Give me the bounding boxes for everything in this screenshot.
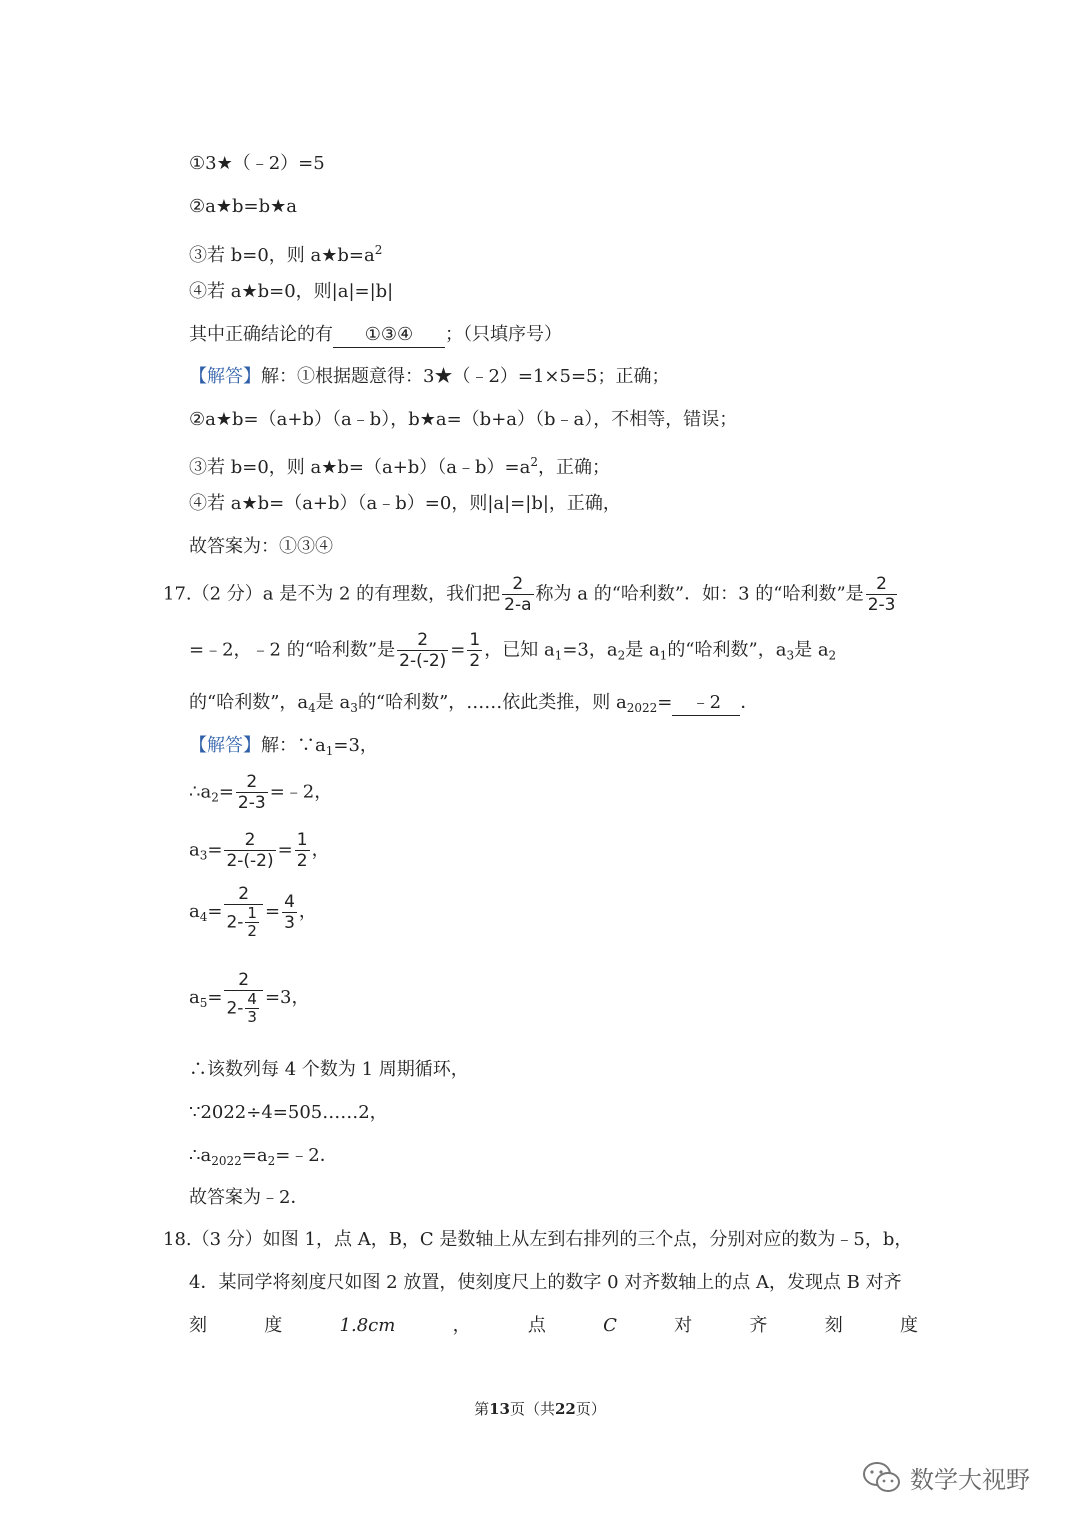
solution17-division: ∵2022÷4=505……2， xyxy=(189,1102,388,1123)
result-a: ∴a xyxy=(189,1145,212,1166)
q17-line2 xyxy=(189,630,836,671)
subscript: 1 xyxy=(554,648,563,663)
fraction-num: 1 xyxy=(296,830,308,850)
solution-tag: 【解答】 xyxy=(189,366,261,387)
q17-text-e: =3，a xyxy=(562,639,618,661)
page-total: 22 xyxy=(555,1400,576,1418)
q17-text-b: 称为 a 的“哈利数”．如：3 的“哈利数”是 xyxy=(535,583,864,605)
answer-blank: ①③④ xyxy=(333,323,445,348)
equals: = xyxy=(264,901,281,922)
a3-end: ， xyxy=(311,839,330,861)
fraction-4-over-3 xyxy=(282,892,297,933)
watermark-text: 数学大视野 xyxy=(910,1466,1030,1494)
solution16-line3 xyxy=(189,450,610,480)
fraction-num: 2 xyxy=(238,970,250,990)
answer-blank: ﹣2 xyxy=(672,691,740,716)
fraction-num: 2 xyxy=(246,772,258,792)
q18-word: 度 xyxy=(264,1315,283,1336)
question-prefix: 其中正确结论的有 xyxy=(189,324,333,345)
q17-text-k: 的“哈利数”，……依此类推，则 a xyxy=(357,692,627,713)
q17-line3 xyxy=(189,691,758,720)
fraction-num: 2 xyxy=(417,630,429,650)
solution17-line1 xyxy=(189,734,378,763)
q17-text-l: = xyxy=(657,692,673,713)
equals: = xyxy=(207,839,223,861)
fraction-den: 2-a xyxy=(504,595,532,615)
q17-text-end: ． xyxy=(740,692,759,713)
a4-label: a xyxy=(189,901,200,922)
fraction-num: 4 xyxy=(247,990,257,1008)
result-b: =a xyxy=(241,1145,268,1166)
q17-text-d: ，已知 a xyxy=(484,639,555,661)
fraction-den: 2-(-2) xyxy=(226,851,274,871)
fraction-num: 2 xyxy=(512,574,524,594)
q18-word: 刻 xyxy=(824,1315,843,1336)
fraction-den: 3 xyxy=(247,1008,257,1026)
fraction-1-over-2 xyxy=(467,630,482,671)
equals: = xyxy=(450,639,466,661)
result-c: =﹣2． xyxy=(275,1145,338,1166)
fraction-den: 2-3 xyxy=(237,793,266,813)
solution17-a3 xyxy=(189,830,330,871)
fraction-num: 2 xyxy=(876,574,887,594)
statement-1: ①3★（﹣2）=5 xyxy=(189,153,325,174)
solution16-answer: 故答案为：①③④ xyxy=(189,536,333,557)
statement-3 xyxy=(189,238,382,268)
den-prefix: 2- xyxy=(226,912,244,933)
inner-fraction xyxy=(245,991,259,1026)
q18-line3 xyxy=(189,1314,918,1338)
q18-word: C xyxy=(603,1315,617,1336)
q17-text-i: 的“哈利数”，a xyxy=(189,692,309,713)
q18-line2: 4．某同学将刻度尺如图 2 放置，使刻度尺上的数字 0 对齐数轴上的点 A，发现点 B 对齐 xyxy=(189,1272,902,1293)
subscript: 3 xyxy=(350,701,358,715)
solution17-a2 xyxy=(189,772,332,813)
a3-label: a xyxy=(189,839,200,861)
fraction-num: 4 xyxy=(284,891,295,912)
q18-word: ， xyxy=(452,1315,471,1336)
q17-text-f: 是 a xyxy=(625,639,660,661)
subscript: 2022 xyxy=(626,701,658,715)
statement-3-text: ③若 b=0，则 a★b=a xyxy=(189,245,375,266)
fraction-den: 2-(-2) xyxy=(399,651,447,671)
q18-word: 对 xyxy=(674,1315,693,1336)
subscript: 3 xyxy=(199,848,208,863)
fraction-den: 3 xyxy=(284,912,295,933)
statement-3-sup: 2 xyxy=(374,243,383,257)
q18-word: 点 xyxy=(527,1315,546,1336)
subscript: 4 xyxy=(199,910,208,924)
solution16-line3-sup: 2 xyxy=(530,455,539,469)
fraction-num: 2 xyxy=(244,830,256,850)
equals: = xyxy=(218,781,234,803)
fraction-den: 2 xyxy=(469,651,481,671)
complex-fraction xyxy=(224,970,263,1026)
a5-label: a xyxy=(189,987,200,1008)
q18-word: 度 xyxy=(899,1315,918,1336)
solution17-a5 xyxy=(189,970,310,1026)
complex-fraction xyxy=(224,884,263,940)
a2-label: ∴a xyxy=(189,781,212,803)
statement-4: ④若 a★b=0，则|a|=|b| xyxy=(189,281,394,302)
fraction-1-over-2 xyxy=(295,830,310,871)
solution17-answer: 故答案为﹣2． xyxy=(189,1187,309,1208)
fraction-num: 2 xyxy=(238,884,250,904)
subscript: 2022 xyxy=(211,1154,242,1168)
q17-text-h: 是 a xyxy=(794,639,829,661)
fraction-2-over-2-neg2 xyxy=(224,830,275,871)
a2-result: =﹣2， xyxy=(269,781,333,803)
q18-word: 1.8cm xyxy=(339,1315,396,1336)
q17-text-g: 的“哈利数”，a xyxy=(667,639,787,661)
subscript: 1 xyxy=(659,648,668,663)
fraction-den: 2 xyxy=(247,922,257,940)
fraction-den xyxy=(224,991,263,1026)
a4-end: ， xyxy=(298,901,317,922)
fraction-2-over-2-3 xyxy=(866,574,898,615)
fraction-den xyxy=(224,905,263,940)
fraction-2-over-2-neg2 xyxy=(397,630,448,671)
solution17-result xyxy=(189,1144,338,1173)
q17-text-c: =﹣2，﹣2 的“哈利数”是 xyxy=(189,639,396,661)
fraction-num: 1 xyxy=(247,904,257,922)
fraction-den: 2 xyxy=(296,851,308,871)
solution17-text1b: =3， xyxy=(333,735,378,756)
subscript: 2 xyxy=(267,1154,276,1168)
solution16-line2: ②a★b=（a+b）（a﹣b），b★a=（b+a）（b﹣a），不相等，错误； xyxy=(189,409,738,430)
solution17-text1: 解：∵a xyxy=(261,735,326,756)
solution16-line4: ④若 a★b=（a+b）（a﹣b）=0，则|a|=|b|，正确， xyxy=(189,493,621,514)
fraction-num: 1 xyxy=(469,630,481,650)
q17-text-a: 17.（2 分）a 是不为 2 的有理数，我们把 xyxy=(163,583,501,605)
subscript: 4 xyxy=(308,701,316,715)
watermark xyxy=(862,1460,1030,1495)
page-number: 13 xyxy=(489,1400,510,1418)
q18-word: 齐 xyxy=(749,1315,768,1336)
q18-word: 刻 xyxy=(189,1315,207,1336)
wechat-icon xyxy=(862,1461,902,1495)
subscript: 1 xyxy=(325,744,334,758)
footer-post: 页） xyxy=(575,1400,606,1418)
equals: = xyxy=(207,987,223,1008)
solution16-text1: 解：①根据题意得：3★（﹣2）=1×5=5；正确； xyxy=(261,366,670,387)
subscript: 2 xyxy=(617,648,626,663)
subscript: 2 xyxy=(211,790,219,805)
solution16-line3-b: ，正确； xyxy=(538,457,611,478)
q17-line1 xyxy=(163,574,899,615)
subscript: 3 xyxy=(786,648,795,663)
solution16-line1 xyxy=(189,365,670,389)
solution16-line3-a: ③若 b=0，则 a★b=（a+b）（a﹣b）=a xyxy=(189,457,531,478)
solution17-cycle: ∴该数列每 4 个数为 1 周期循环， xyxy=(189,1059,469,1080)
inner-fraction xyxy=(245,905,259,940)
footer-mid: 页（共 xyxy=(509,1400,555,1418)
subscript: 2 xyxy=(828,648,837,663)
equals: = xyxy=(277,839,293,861)
footer-pre: 第 xyxy=(474,1400,490,1418)
q17-text-j: 是 a xyxy=(315,692,351,713)
solution-tag: 【解答】 xyxy=(189,735,261,756)
a5-result: =3， xyxy=(264,987,310,1008)
solution17-a4 xyxy=(189,884,317,940)
question-line xyxy=(189,323,562,348)
statement-2: ②a★b=b★a xyxy=(189,196,297,217)
page-footer xyxy=(0,1398,1080,1419)
q18-line1: 18.（3 分）如图 1，点 A，B，C 是数轴上从左到右排列的三个点，分别对应的数为﹣5，b， xyxy=(163,1229,913,1250)
den-prefix: 2- xyxy=(226,998,244,1019)
equals: = xyxy=(207,901,223,922)
fraction-2-over-2-a xyxy=(502,574,533,615)
subscript: 5 xyxy=(199,996,208,1010)
fraction-2-over-2-3 xyxy=(236,772,268,813)
question-suffix: ；（只填序号） xyxy=(445,324,562,345)
fraction-den: 2-3 xyxy=(867,595,896,615)
